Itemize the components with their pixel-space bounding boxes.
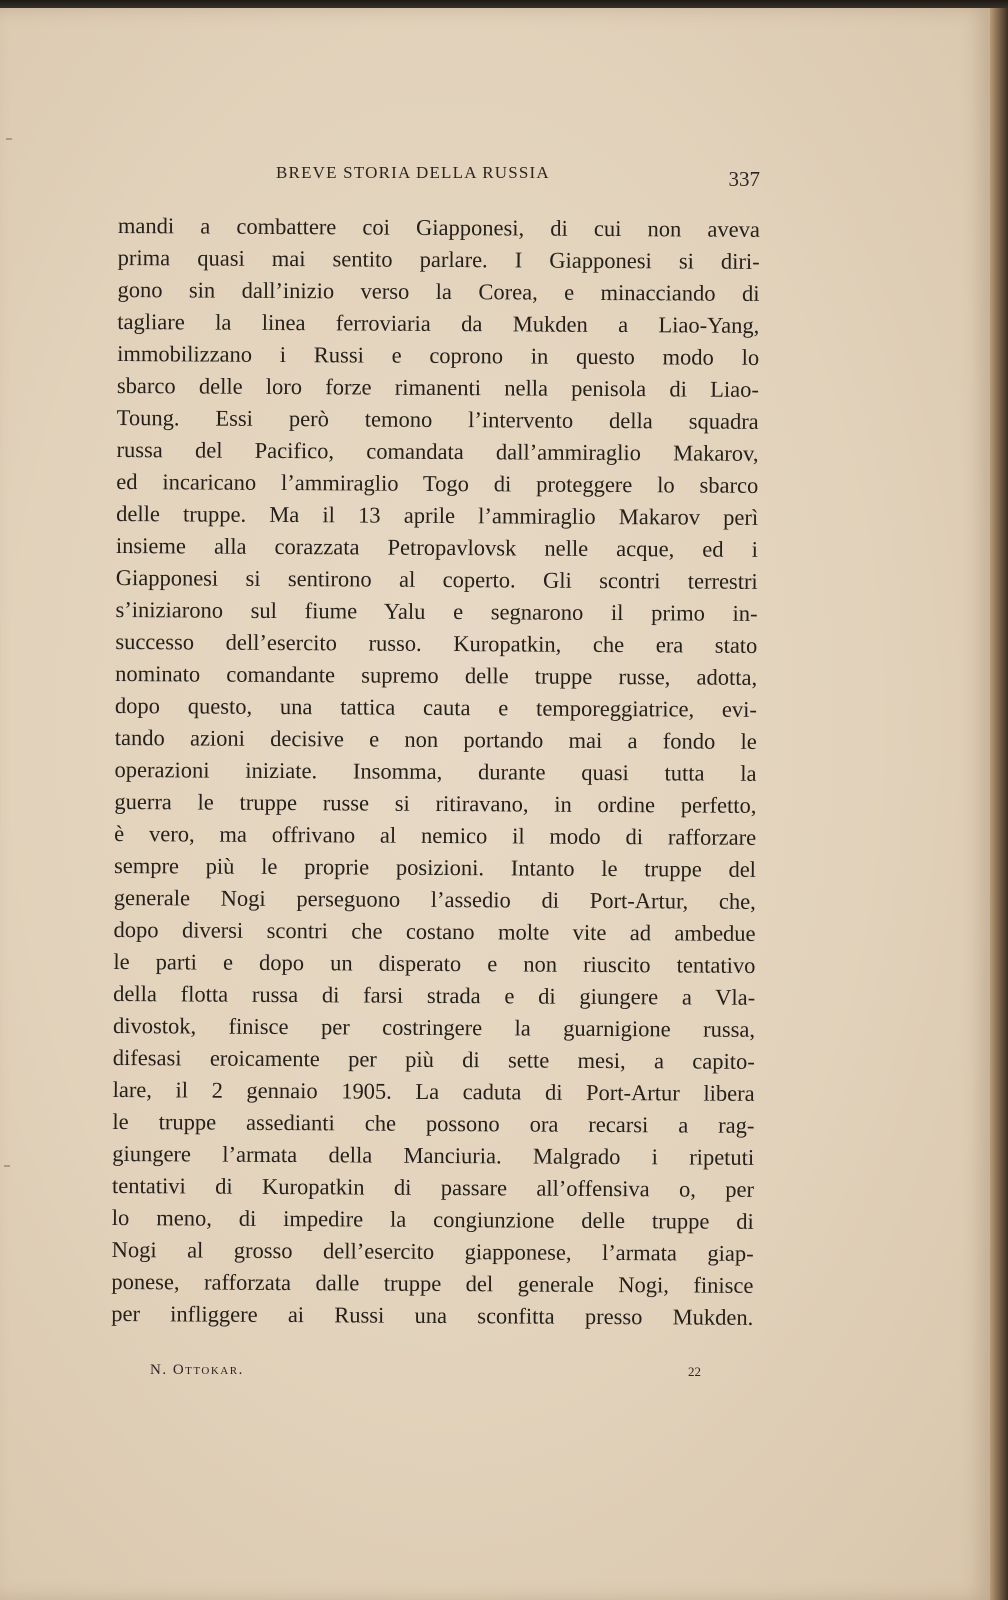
text-line: mandi a combattere coi Giapponesi, di cui non aveva (117, 212, 760, 242)
text-line: le truppe assedianti che possono ora recarsi a rag- (112, 1108, 755, 1138)
text-line: difesasi eroicamente per più di sette mesi, a capito- (112, 1044, 755, 1074)
text-line: russa del Pacifico, comandata dall’ammiraglio Makarov, (116, 436, 759, 466)
text-line: operazioni iniziate. Insomma, durante quasi tutta la (114, 756, 757, 786)
text-line: dopo diversi scontri che costano molte vite ad ambedue (113, 916, 756, 946)
text-line: le parti e dopo un disperato e non riuscito tentativo (113, 948, 756, 978)
text-line: lo meno, di impedire la congiunzione delle truppe di (111, 1204, 754, 1234)
author-signature: N. Ottokar. (150, 1362, 244, 1378)
page-number: 337 (728, 167, 760, 191)
text-line: generale Nogi perseguono l’assedio di Port-Artur, che, (113, 884, 756, 914)
text-line: dopo questo, una tattica cauta e temporeggiatrice, evi- (114, 692, 758, 722)
text-line: prima quasi mai sentito parlare. I Giapponesi si diri- (117, 244, 760, 274)
text-line: tando azioni decisive e non portando mai a fondo le (114, 724, 757, 754)
page-footer (150, 1362, 710, 1386)
text-line: divostok, finisce per costringere la guarnigione russa, (112, 1012, 756, 1042)
text-line: ed incaricano l’ammiraglio Togo di proteggere lo sbarco (116, 468, 759, 498)
text-line: tentativi di Kuropatkin di passare all’offensiva o, per (111, 1172, 755, 1202)
text-line: giungere l’armata della Manciuria. Malgrado i ripetuti (112, 1140, 755, 1170)
body-text (111, 210, 760, 1334)
text-line: ponese, rafforzata dalle truppe del generale Nogi, finisce (111, 1268, 754, 1298)
text-line: immobilizzano i Russi e coprono in questo modo lo (117, 340, 760, 370)
page-edge (990, 8, 1008, 1600)
margin-mark (6, 138, 12, 140)
text-line: sempre più le proprie posizioni. Intanto le truppe del (113, 852, 757, 882)
text-line: guerra le truppe russe si ritiravano, in ordine perfetto, (114, 788, 757, 818)
text-line: nominato comandante supremo delle truppe russe, adotta, (115, 660, 758, 690)
signature-mark: 22 (688, 1364, 701, 1379)
text-line: successo dell’esercito russo. Kuropatkin, che era stato (115, 628, 758, 658)
text-line: Nogi al grosso dell’esercito giapponese, l’armata giap- (111, 1236, 754, 1266)
text-line: sbarco delle loro forze rimanenti nella penisola di Liao- (116, 372, 759, 402)
text-line: insieme alla corazzata Petropavlovsk nelle acque, ed i (115, 532, 759, 562)
text-line: lare, il 2 gennaio 1905. La caduta di Port-Artur libera (112, 1076, 755, 1106)
text-line: è vero, ma offrivano al nemico il modo di rafforzare (114, 820, 757, 850)
running-title: BREVE STORIA DELLA RUSSIA (276, 163, 550, 182)
text-line: per infliggere ai Russi una sconfitta presso Mukden. (111, 1300, 754, 1330)
text-line: tagliare la linea ferroviaria da Mukden a Liao-Yang, (117, 308, 760, 338)
text-line: Giapponesi si sentirono al coperto. Gli scontri terrestri (115, 564, 758, 594)
text-line: della flotta russa di farsi strada e di giungere a Vla- (113, 980, 756, 1010)
text-line: Toung. Essi però temono l’intervento della squadra (116, 404, 759, 434)
running-head (120, 163, 760, 193)
text-line: delle truppe. Ma il 13 aprile l’ammiraglio Makarov perì (116, 500, 759, 530)
text-line: s’iniziarono sul fiume Yalu e segnarono il primo in- (115, 596, 758, 626)
text-line: gono sin dall’inizio verso la Corea, e minacciando di (117, 276, 760, 306)
margin-mark (4, 1165, 10, 1167)
